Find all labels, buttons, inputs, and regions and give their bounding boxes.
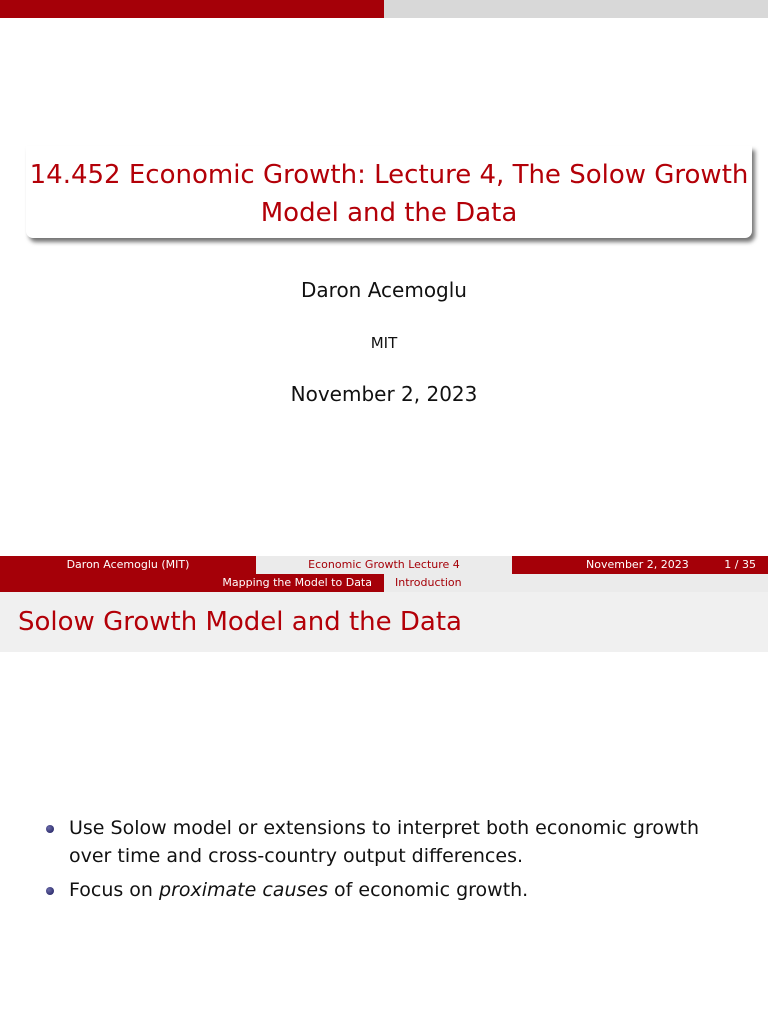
frame-title-bar — [0, 592, 768, 652]
footline-date-page — [512, 556, 768, 574]
headline-navigation — [0, 574, 768, 592]
page-number: 1 / 35 — [724, 558, 756, 571]
bullet-icon — [46, 825, 54, 833]
institute-name: MIT — [370, 334, 398, 352]
footline-title-text: Economic Growth Lecture 4 — [308, 558, 460, 571]
nav-section[interactable] — [0, 574, 384, 592]
nav-subsection-label: Introduction — [395, 576, 462, 589]
nav-subsection[interactable] — [384, 574, 768, 592]
presentation-title: 14.452 Economic Growth: Lecture 4, The Solow Growth Model and the Data — [29, 160, 749, 228]
title-box — [26, 146, 752, 238]
slide-progress-bar — [0, 0, 768, 18]
bullet-icon — [46, 887, 54, 895]
bullet-text-before: Focus on — [69, 879, 160, 901]
bullet-list — [46, 814, 746, 910]
frame-title: Solow Growth Model and the Data — [18, 607, 462, 637]
footline-author — [0, 556, 256, 574]
bullet-text: Use Solow model or extensions to interpret both economic growth over time and cross-country output differences. — [69, 817, 699, 867]
bullet-text-after: of economic growth. — [327, 879, 529, 901]
bullet-item — [46, 876, 746, 904]
footline — [0, 556, 768, 574]
bullet-emphasis: proximate causes — [159, 879, 328, 901]
nav-section-label: Mapping the Model to Data — [222, 576, 372, 589]
presentation-date: November 2, 2023 — [290, 382, 478, 406]
footline-title — [256, 556, 512, 574]
footline-date: November 2, 2023 — [586, 558, 689, 571]
bullet-item — [46, 814, 746, 870]
author-name: Daron Acemoglu — [301, 278, 467, 302]
footline-author-text: Daron Acemoglu (MIT) — [66, 558, 190, 571]
slide-progress-fill — [0, 0, 384, 18]
